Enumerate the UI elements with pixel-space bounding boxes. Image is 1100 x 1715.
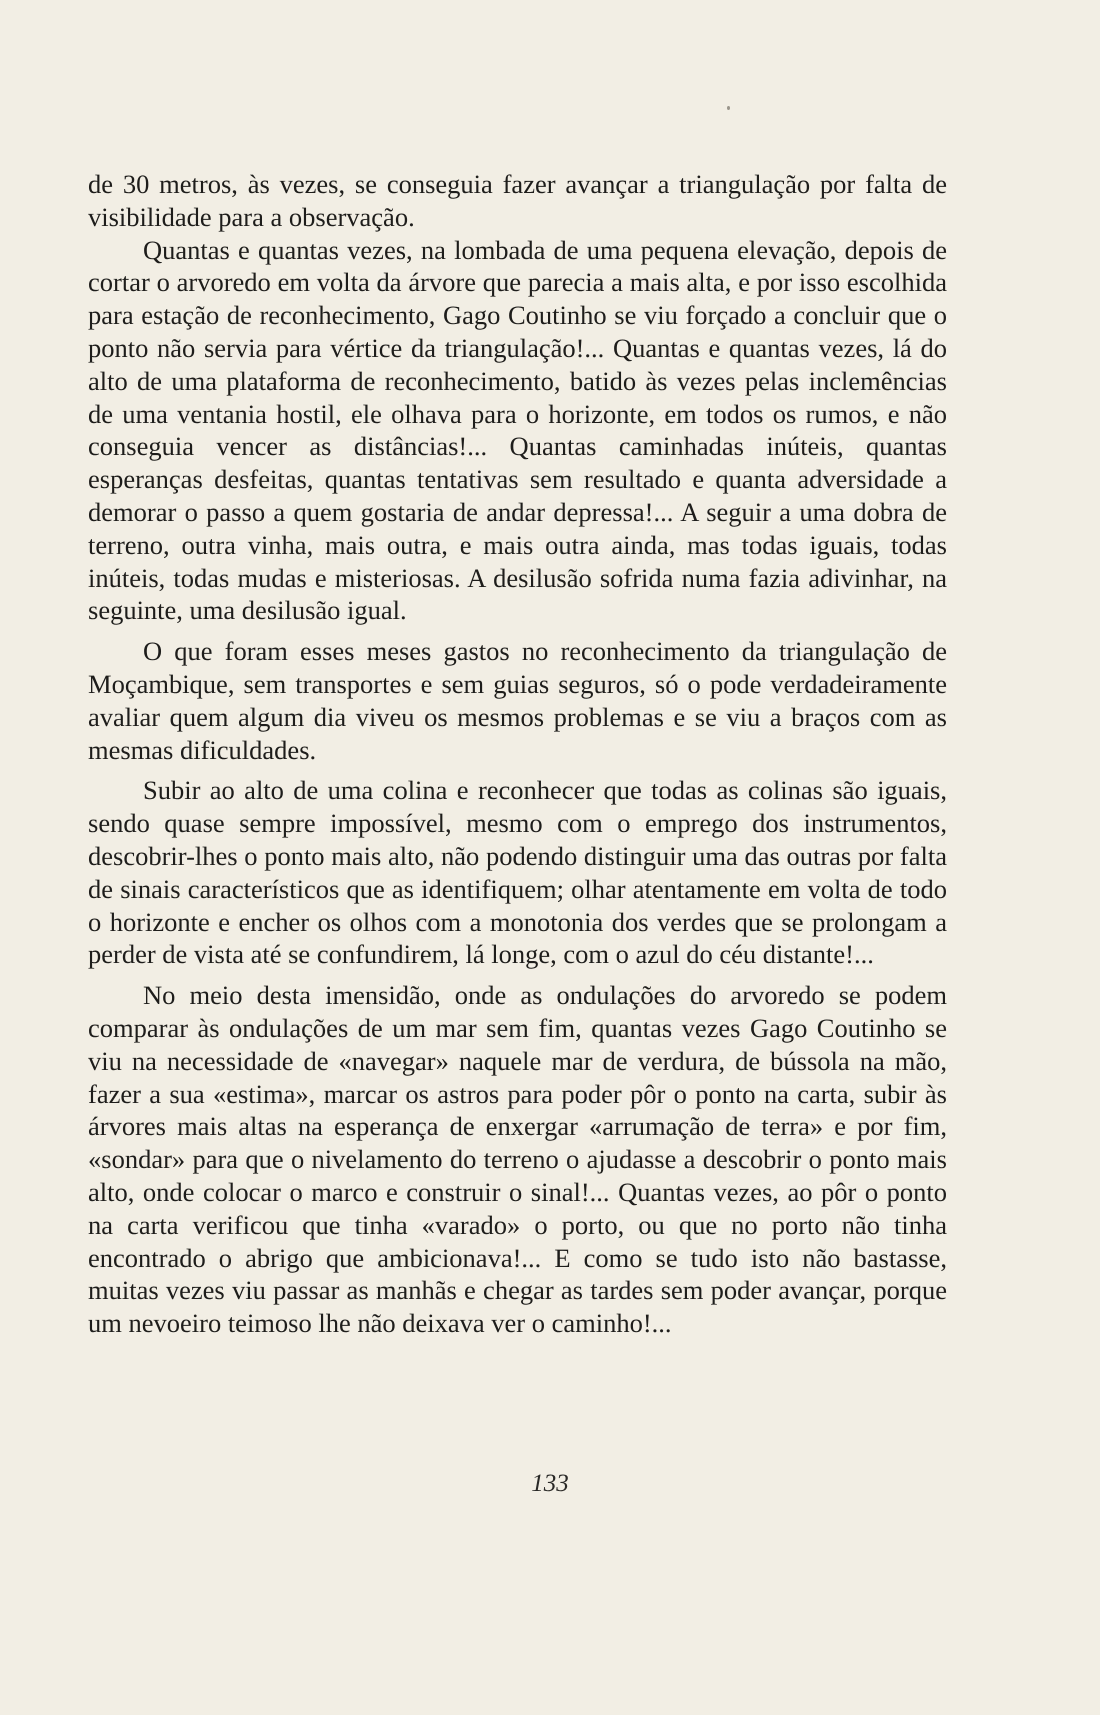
body-text	[88, 168, 947, 1340]
paragraph: Subir ao alto de uma colina e reconhecer que todas as colinas são iguais, sendo quase sempre impossível, mesmo com o emprego dos instrumentos, descobrir-lhes o ponto mais alto, não podendo distinguir uma das outras por falta de sinais característicos que as identifiquem; olhar atentamente em volta de todo o horizonte e encher os olhos com a monotonia dos verdes que se prolongam a perder de vista até se confundirem, lá longe, com o azul do céu distante!...	[88, 775, 947, 970]
paragraph: No meio desta imensidão, onde as ondulações do arvoredo se podem comparar às ondulações de um mar sem fim, quantas vezes Gago Coutinho se viu na necessidade de «navegar» naquele mar de verdura, de bússola na mão, fazer a sua «estima», marcar os astros para poder pôr o ponto na carta, subir às árvores mais altas na esperança de enxergar «arrumação de terra» e por fim, «sondar» para que o nivelamento do terreno o ajudasse a descobrir o ponto mais alto, onde colocar o marco e construir o sinal!... Quantas vezes, ao pôr o ponto na carta verificou que tinha «varado» o porto, ou que no porto não tinha encontrado o abrigo que ambicionava!... E como se tudo isto não bastasse, muitas vezes viu passar as manhãs e chegar as tardes sem poder avançar, porque um nevoeiro teimoso lhe não deixava ver o caminho!...	[88, 980, 947, 1339]
paper-speck	[727, 106, 730, 110]
paragraph: Quantas e quantas vezes, na lombada de uma pequena elevação, depois de cortar o arvoredo em volta da árvore que parecia a mais alta, e por isso escolhida para estação de reconhecimento, Gago Coutinho se viu forçado a concluir que o ponto não servia para vértice da triangulação!... Quantas e quantas vezes, lá do alto de uma plataforma de reconhecimento, batido às vezes pelas inclemências de uma ventania hostil, ele olhava para o horizonte, em todos os rumos, e não conseguia vencer as distâncias!... Quantas caminhadas inúteis, quantas esperanças desfeitas, quantas tentativas sem resultado e quanta adversidade a demorar o passo a quem gostaria de andar depressa!... A seguir a uma dobra de terreno, outra vinha, mais outra, e mais outra ainda, mas todas iguais, todas inúteis, todas mudas e misteriosas. A desilusão sofrida numa fazia adivinhar, na seguinte, uma desilusão igual.	[88, 234, 947, 626]
paragraph-continuation: de 30 metros, às vezes, se conseguia fazer avançar a triangulação por falta de visibilidade para a observação.	[88, 169, 947, 232]
page-number: 133	[531, 1470, 569, 1497]
paragraph: O que foram esses meses gastos no reconhecimento da triangulação de Moçambique, sem transportes e sem guias seguros, só o pode verdadeiramente avaliar quem algum dia viveu os mesmos problemas e se viu a braços com as mesmas dificuldades.	[88, 636, 947, 765]
